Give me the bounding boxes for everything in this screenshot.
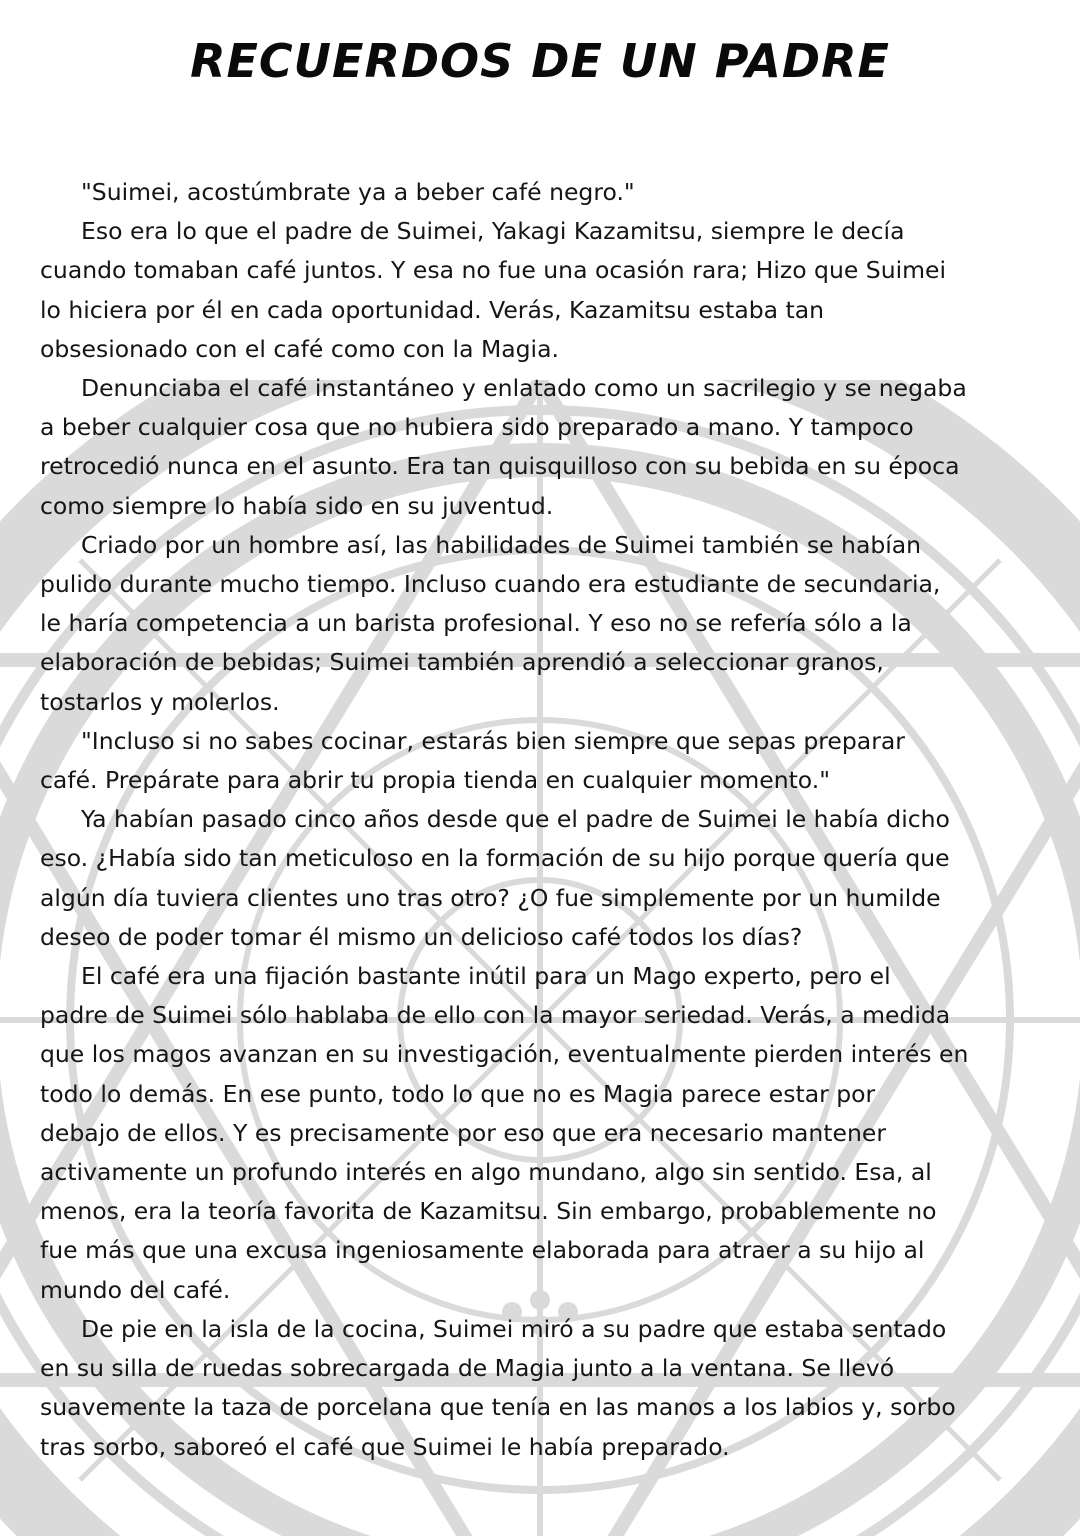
paragraph: "Suimei, acostúmbrate ya a beber café negro.": [81, 178, 635, 206]
paragraph: De pie en la isla de la cocina, Suimei miró a su padre que estaba sentado en su silla de ruedas sobrecargada de Magia junto a la ventana. Se llevó suavemente la taza de porcelana que tenía en las manos a los labios y, sorbo tras sorbo, saboreó el café que Suimei le había preparado.: [40, 1314, 956, 1461]
paragraph: Ya habían pasado cinco años desde que el padre de Suimei le había dicho eso. ¿Había sido tan meticuloso en la formación de su hijo porque quería que algún día tuviera clientes uno tras otro? ¿O fue simplemente por un humilde deseo de poder tomar él mismo un delicioso café todos los días?: [40, 805, 950, 951]
paragraph: "Incluso si no sabes cocinar, estarás bien siempre que sepas preparar café. Prepárate para abrir tu propia tienda en cualquier momento.": [40, 726, 905, 795]
paragraph: Criado por un hombre así, las habilidades de Suimei también se habían pulido durante mucho tiempo. Incluso cuando era estudiante de secundaria, le haría competencia a un barista profesional. Y eso no se refería sólo a la elaboración de bebidas; Suimei también aprendió a seleccionar granos, tostarlos y molerlos.: [40, 530, 941, 716]
paragraph: Eso era lo que el padre de Suimei, Yakagi Kazamitsu, siempre le decía cuando tomaban café juntos. Y esa no fue una ocasión rara; Hizo que Suimei lo hiciera por él en cada oportunidad. Verás, Kazamitsu estaba tan obsesionado con el café como con la Magia.: [40, 217, 947, 363]
page-title: RECUERDOS DE UN PADRE: [190, 34, 890, 88]
paragraph: Denunciaba el café instantáneo y enlatado como un sacrilegio y se negaba a beber cualquier cosa que no hubiera sido preparado a mano. Y tampoco retrocedió nunca en el asunto. Era tan quisquilloso con su bebida en su época como siempre lo había sido en su juventud.: [40, 374, 967, 520]
paragraph: El café era una fijación bastante inútil para un Mago experto, pero el padre de Suimei sólo hablaba de ello con la mayor seriedad. Verás, a medida que los magos avanzan en su investigación, eventualmente pierden interés en todo lo demás. En ese punto, todo lo que no es Magia parece estar por debajo de ellos. Y es precisamente por eso que era necesario mantener activamente un profundo interés en algo mundano, algo sin sentido. Esa, al menos, era la teoría favorita de Kazamitsu. Sin embargo, probablemente no fue más que una excusa ingeniosamente elaborada para atraer a su hijo al mundo del café.: [40, 962, 969, 1304]
story-body: [40, 173, 1050, 1467]
